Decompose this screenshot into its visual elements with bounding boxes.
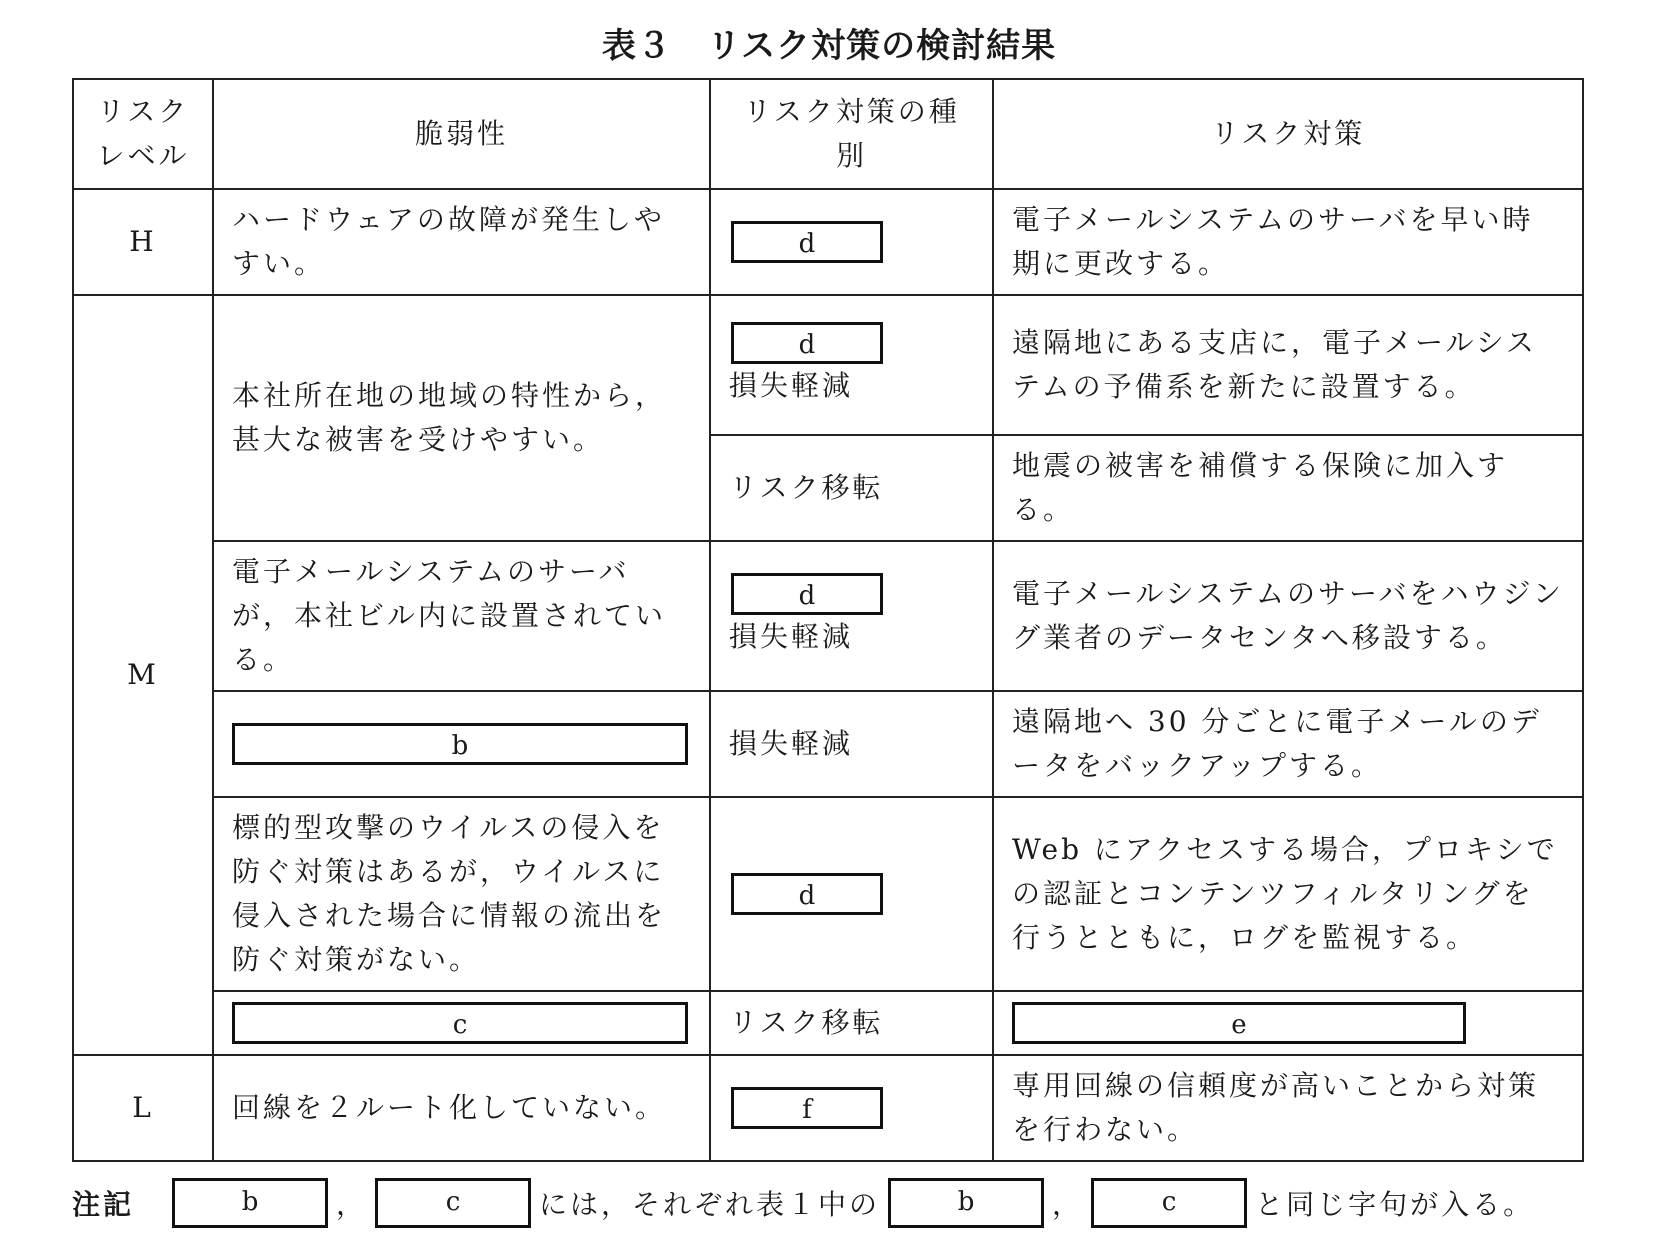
measure-cell: Web にアクセスする場合，プロキシでの認証とコンテンツフィルタリングを行うとともに，ログを監視する。 xyxy=(993,797,1583,991)
note-blank-c-ref: c xyxy=(1091,1178,1247,1228)
measure-type-cell xyxy=(710,189,993,295)
header-vulnerability: 脆弱性 xyxy=(213,79,710,189)
header-measure-type: リスク対策の種別 xyxy=(710,79,993,189)
measure-cell: 地震の被害を補償する保険に加入する。 xyxy=(993,435,1583,541)
risk-level-l: L xyxy=(73,1055,213,1161)
answer-blank-d: d xyxy=(731,573,883,615)
table-row xyxy=(73,991,1583,1055)
note-blank-c: c xyxy=(375,1178,531,1228)
note-label: 注記 xyxy=(72,1188,135,1221)
measure-type-cell xyxy=(710,541,993,691)
note-text-end: と同じ字句が入る。 xyxy=(1255,1188,1535,1221)
note-blank-b-ref: b xyxy=(888,1178,1044,1228)
note-separator: ， xyxy=(336,1188,368,1221)
answer-blank-d: d xyxy=(731,873,883,915)
measure-type-cell xyxy=(710,797,993,991)
header-risk-measure: リスク対策 xyxy=(993,79,1583,189)
vulnerability-cell: 回線を２ルート化していない。 xyxy=(213,1055,710,1161)
risk-measures-table xyxy=(72,78,1584,1162)
vulnerability-cell: 本社所在地の地域の特性から，甚大な被害を受けやすい。 xyxy=(213,295,710,541)
vulnerability-cell: 標的型攻撃のウイルスの侵入を防ぐ対策はあるが，ウイルスに侵入された場合に情報の流出を防ぐ対策がない。 xyxy=(213,797,710,991)
measure-type-cell: 損失軽減 xyxy=(710,691,993,797)
note-text-middle: には，それぞれ表１中の xyxy=(539,1188,881,1221)
note-blank-b: b xyxy=(172,1178,328,1228)
measure-type-cell xyxy=(710,295,993,435)
table-note xyxy=(72,1176,1534,1230)
answer-blank-b: b xyxy=(232,723,688,765)
note-separator: ， xyxy=(1052,1188,1084,1221)
header-risk-level xyxy=(73,79,213,189)
vulnerability-cell: ハードウェアの故障が発生しやすい。 xyxy=(213,189,710,295)
risk-level-m: M xyxy=(73,295,213,1055)
table-row xyxy=(73,797,1583,991)
measure-cell: 電子メールシステムのサーバを早い時期に更改する。 xyxy=(993,189,1583,295)
answer-blank-d: d xyxy=(731,221,883,263)
table-title: 表３ リスク対策の検討結果 xyxy=(601,26,1057,66)
header-level-line1: リスク xyxy=(96,95,190,128)
measure-type-label: 損失軽減 xyxy=(729,369,854,402)
measure-cell: 電子メールシステムのサーバをハウジング業者のデータセンタへ移設する。 xyxy=(993,541,1583,691)
table-row xyxy=(73,541,1583,691)
answer-blank-d: d xyxy=(731,322,883,364)
answer-blank-f: f xyxy=(731,1087,883,1129)
table-row xyxy=(73,691,1583,797)
measure-type-label: 損失軽減 xyxy=(729,620,854,653)
header-level-line2: レベル xyxy=(96,139,190,172)
risk-level-h: H xyxy=(73,189,213,295)
vulnerability-cell xyxy=(213,991,710,1055)
header-row xyxy=(73,79,1583,189)
table-row xyxy=(73,1055,1583,1161)
measure-type-cell xyxy=(710,1055,993,1161)
measure-type-cell: リスク移転 xyxy=(710,991,993,1055)
answer-blank-c: c xyxy=(232,1002,688,1044)
measure-type-cell: リスク移転 xyxy=(710,435,993,541)
measure-cell: 遠隔地にある支店に，電子メールシステムの予備系を新たに設置する。 xyxy=(993,295,1583,435)
vulnerability-cell: 電子メールシステムのサーバが，本社ビル内に設置されている。 xyxy=(213,541,710,691)
measure-cell: 専用回線の信頼度が高いことから対策を行わない。 xyxy=(993,1055,1583,1161)
table-row xyxy=(73,189,1583,295)
answer-blank-e: e xyxy=(1012,1002,1466,1044)
vulnerability-cell xyxy=(213,691,710,797)
measure-cell: 遠隔地へ 30 分ごとに電子メールのデータをバックアップする。 xyxy=(993,691,1583,797)
table-row xyxy=(73,295,1583,435)
measure-cell xyxy=(993,991,1583,1055)
